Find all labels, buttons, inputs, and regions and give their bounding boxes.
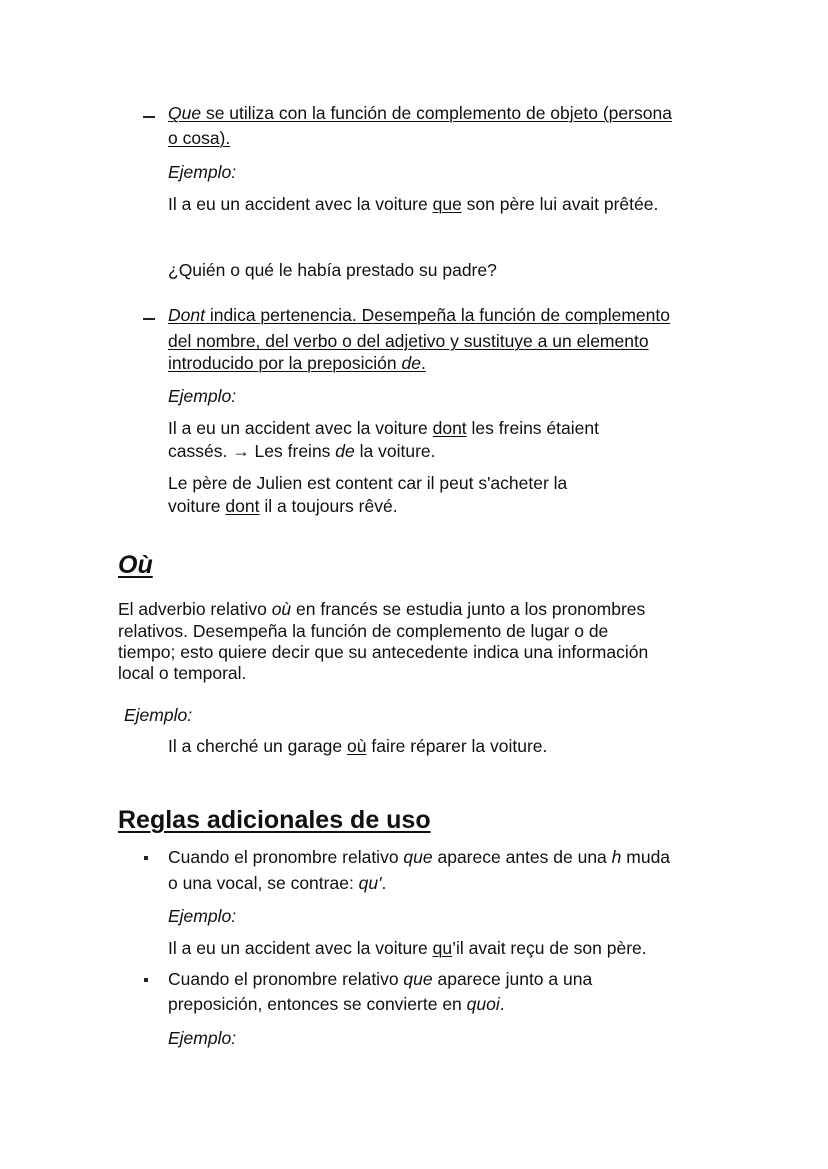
- dont-example1-line2: cassés. → Les freins de la voiture.: [168, 441, 436, 461]
- ou-paragraph-line4: local o temporal.: [118, 663, 247, 683]
- ou-paragraph-line3: tiempo; esto quiere decir que su antecedente indica una información: [118, 642, 649, 662]
- que-example: Il a eu un accident avec la voiture que son père lui avait prêtée.: [168, 194, 659, 214]
- bullet-marker: [143, 318, 155, 320]
- ou-paragraph-line1: El adverbio relativo où en francés se estudia junto a los pronombres: [118, 599, 646, 619]
- rule1-line2: o una vocal, se contrae: qu'.: [168, 873, 387, 893]
- que-question: ¿Quién o qué le había prestado su padre?: [168, 260, 497, 280]
- dont-example1-line1: Il a eu un accident avec la voiture dont les freins étaient: [168, 418, 599, 438]
- ou-example: Il a cherché un garage où faire réparer la voiture.: [168, 736, 548, 756]
- rule1-example: Il a eu un accident avec la voiture qu’il avait reçu de son père.: [168, 938, 647, 958]
- dont-description-line3: introducido por la preposición de.: [168, 353, 426, 373]
- section-heading-ou: Où: [118, 551, 153, 579]
- dont-example2-line1: Le père de Julien est content car il peut s'acheter la: [168, 473, 568, 493]
- section-heading-reglas: Reglas adicionales de uso: [118, 806, 431, 834]
- que-description-line2: o cosa).: [168, 128, 231, 148]
- rule2-line1: Cuando el pronombre relativo que aparece junto a una: [168, 969, 593, 989]
- rule1-line1: Cuando el pronombre relativo que aparece antes de una h muda: [168, 847, 671, 867]
- dont-description-line2: del nombre, del verbo o del adjetivo y sustituye a un elemento: [168, 331, 649, 351]
- example-label: Ejemplo:: [168, 386, 237, 406]
- example-label: Ejemplo:: [124, 705, 193, 725]
- example-label: Ejemplo:: [168, 162, 237, 182]
- example-label: Ejemplo:: [168, 1028, 237, 1048]
- bullet-marker: [144, 978, 148, 982]
- dont-example2-line2: voiture dont il a toujours rêvé.: [168, 496, 398, 516]
- bullet-marker: [144, 856, 148, 860]
- bullet-marker: [143, 116, 155, 118]
- que-description-line1: Que se utiliza con la función de complemento de objeto (persona: [168, 103, 672, 123]
- rule2-line2: preposición, entonces se convierte en quoi.: [168, 994, 505, 1014]
- dont-description-line1: Dont indica pertenencia. Desempeña la función de complemento: [168, 305, 670, 325]
- example-label: Ejemplo:: [168, 906, 237, 926]
- ou-paragraph-line2: relativos. Desempeña la función de complemento de lugar o de: [118, 621, 609, 641]
